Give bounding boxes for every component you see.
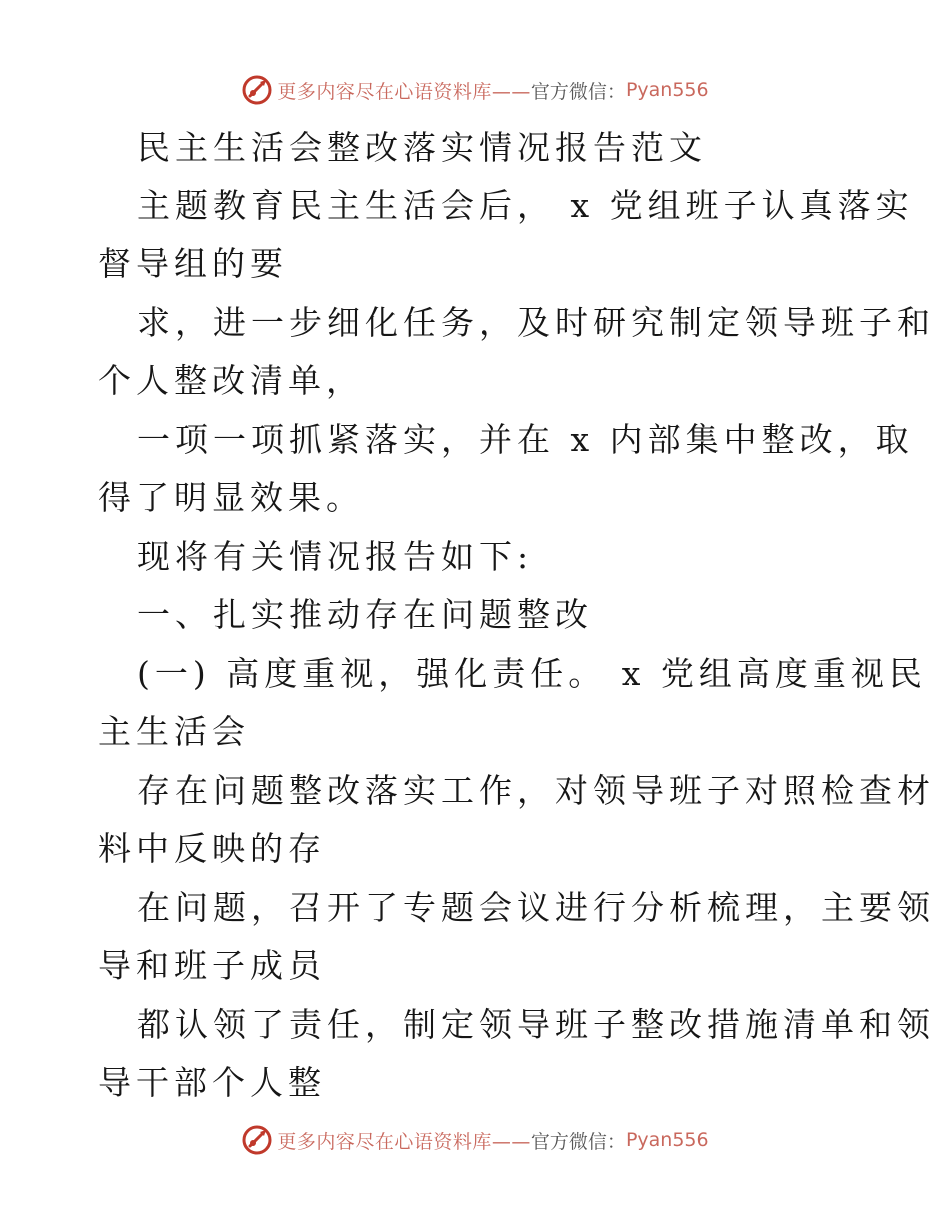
paragraph-line: 导和班子成员 xyxy=(98,946,326,985)
watermark-wechat-id: Pyan556 xyxy=(625,79,709,101)
paragraph-line: 督导组的要 xyxy=(98,244,288,283)
paragraph-line: 导干部个人整 xyxy=(98,1063,326,1102)
paragraph-line: 都认领了责任，制定领导班子整改措施清单和领 xyxy=(137,1005,935,1044)
paragraph-line: 存在问题整改落实工作，对领导班子对照检查材 xyxy=(137,771,935,810)
watermark-site-text: 更多内容尽在心语资料库—— xyxy=(277,80,531,103)
watermark-header xyxy=(0,70,950,110)
paragraph-line: 一项一项抓紧落实，并在 x 内部集中整改，取 xyxy=(137,420,914,459)
paragraph-line: 现将有关情况报告如下: xyxy=(137,537,534,576)
paragraph-line: 在问题，召开了专题会议进行分析梳理，主要领 xyxy=(137,888,935,927)
section-heading: 一、扎实推动存在问题整改 xyxy=(137,595,593,634)
watermark-footer xyxy=(0,1120,950,1160)
watermark-site-text: 更多内容尽在心语资料库—— xyxy=(277,1130,531,1153)
document-title: 民主生活会整改落实情况报告范文 xyxy=(137,128,707,167)
watermark-wechat-label: 官方微信： xyxy=(530,80,626,103)
watermark-wechat-id: Pyan556 xyxy=(625,1129,709,1151)
logo-icon xyxy=(241,1124,273,1156)
subsection-heading: (一) 高度重视，强化责任。 x 党组高度重视民 xyxy=(137,654,927,693)
watermark-wechat-label: 官方微信： xyxy=(530,1130,626,1153)
paragraph-line: 主生活会 xyxy=(98,712,250,751)
paragraph-line: 得了明显效果。 xyxy=(98,478,364,517)
paragraph-line: 个人整改清单， xyxy=(98,361,364,400)
paragraph-line: 料中反映的存 xyxy=(98,829,326,868)
paragraph-line: 求，进一步细化任务，及时研究制定领导班子和 xyxy=(137,303,935,342)
logo-icon xyxy=(241,74,273,106)
paragraph-line: 主题教育民主生活会后， x 党组班子认真落实 xyxy=(137,186,914,225)
